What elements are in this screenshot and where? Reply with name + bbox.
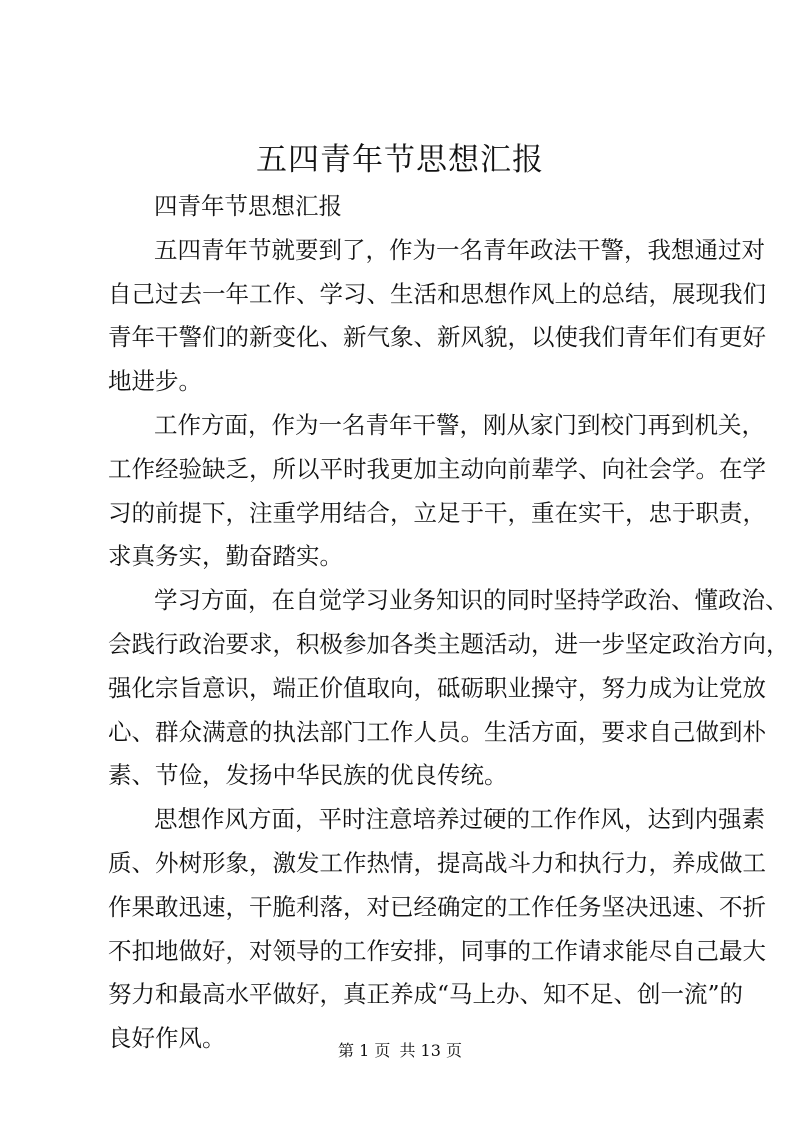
text-line: 五四青年节就要到了，作为一名青年政法干警，我想通过对 <box>154 235 765 264</box>
page-footer <box>0 1040 800 1062</box>
text-line: 心、群众满意的执法部门工作人员。生活方面，要求自己做到朴 <box>108 717 766 746</box>
text-line: 思想作风方面，平时注意培养过硬的工作作风，达到内强素 <box>154 805 765 834</box>
text-line: 学习方面，在自觉学习业务知识的同时坚持学政治、懂政治、 <box>154 586 789 615</box>
text-line: 努力和最高水平做好，真正养成“马上办、知不足、创一流”的 <box>108 980 744 1009</box>
text-line: 自己过去一年工作、学习、生活和思想作风上的总结，展现我们 <box>108 279 766 308</box>
page-title: 五四青年节思想汇报 <box>256 142 544 178</box>
text-line: 良好作风。 <box>108 1024 226 1053</box>
page-total: 共 13 页 <box>399 1041 462 1060</box>
text-line: 青年干警们的新变化、新气象、新风貌，以使我们青年们有更好 <box>108 323 766 352</box>
text-line: 质、外树形象，激发工作热情，提高战斗力和执行力，养成做工 <box>108 848 766 877</box>
document-body <box>108 185 790 1061</box>
text-line: 作果敢迅速，干脆利落，对已经确定的工作任务坚决迅速、不折 <box>108 892 766 921</box>
text-line: 四青年节思想汇报 <box>154 192 342 220</box>
text-line: 地进步。 <box>108 367 202 396</box>
text-line: 工作方面，作为一名青年干警，刚从家门到校门再到机关， <box>154 410 765 439</box>
text-line: 求真务实，勤奋踏实。 <box>108 542 343 571</box>
text-line: 工作经验缺乏，所以平时我更加主动向前辈学、向社会学。在学 <box>108 454 766 483</box>
text-line: 强化宗旨意识，端正价值取向，砥砺职业操守，努力成为让党放 <box>108 673 766 702</box>
page-number: 第 1 页 <box>338 1041 391 1060</box>
text-line: 习的前提下，注重学用结合，立足于干，重在实干，忠于职责， <box>108 498 766 527</box>
text-line: 素、节俭，发扬中华民族的优良传统。 <box>108 761 508 790</box>
text-line: 会践行政治要求，积极参加各类主题活动，进一步坚定政治方向， <box>108 629 790 658</box>
text-line: 不扣地做好，对领导的工作安排，同事的工作请求能尽自己最大 <box>108 936 766 965</box>
